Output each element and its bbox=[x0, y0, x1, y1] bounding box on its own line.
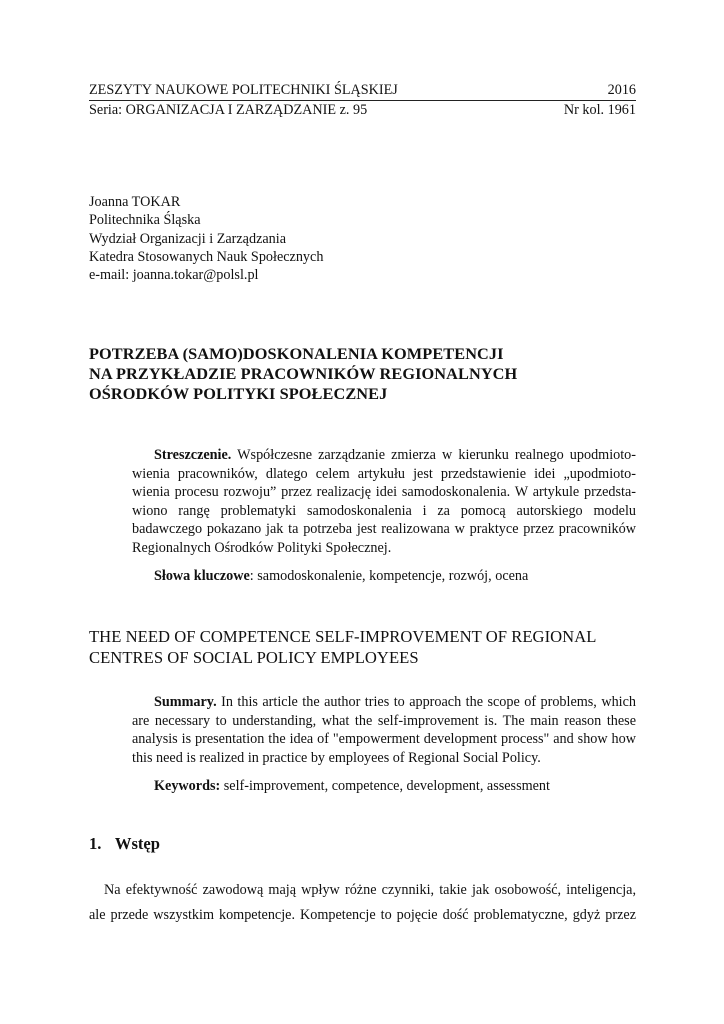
abstract-polish-line: wienia pracowników, dlatego celem artykułu jest przedstawienie idei „upodmioto- bbox=[132, 465, 636, 482]
journal-year: 2016 bbox=[607, 82, 636, 98]
abstract-english-line: Summary. In this article the author tries to approach the scope of problems, which bbox=[154, 694, 636, 710]
title-english-line: THE NEED OF COMPETENCE SELF-IMPROVEMENT OF REGIONAL bbox=[89, 627, 597, 646]
abstract-polish bbox=[132, 446, 636, 558]
author-email: e-mail: joanna.tokar@polsl.pl bbox=[89, 267, 259, 284]
title-polish-line: OŚRODKÓW POLITYKI SPOŁECZNEJ bbox=[89, 384, 388, 403]
body-line: Na efektywność zawodową mają wpływ różne czynniki, takie jak osobowość, inteligencja, bbox=[104, 882, 636, 898]
title-polish bbox=[89, 344, 649, 404]
abstract-polish-line: Streszczenie. Współczesne zarządzanie zmierza w kierunku realnego upodmioto- bbox=[154, 447, 636, 463]
author-name: Joanna TOKAR bbox=[89, 194, 181, 210]
keywords-polish bbox=[154, 567, 528, 585]
keywords-polish-label: Słowa kluczowe bbox=[154, 568, 250, 584]
author-faculty: Wydział Organizacji i Zarządzania bbox=[89, 230, 287, 247]
author-block bbox=[89, 193, 323, 284]
author-department: Katedra Stosowanych Nauk Społecznych bbox=[89, 248, 324, 265]
keywords-english bbox=[154, 777, 550, 795]
keywords-english-text: self-improvement, competence, development, assessment bbox=[220, 778, 550, 794]
title-english-line: CENTRES OF SOCIAL POLICY EMPLOYEES bbox=[89, 648, 419, 667]
body-line: ale przede wszystkim kompetencje. Kompetencje to pojęcie dość problematyczne, gdyż przez bbox=[89, 907, 636, 923]
section-heading bbox=[89, 834, 160, 854]
abstract-english-line: this need is realized in practice by employees of Regional Social Policy. bbox=[132, 749, 541, 766]
body-paragraph bbox=[89, 878, 636, 928]
abstract-english bbox=[132, 693, 636, 767]
abstract-english-label: Summary. bbox=[154, 694, 217, 710]
abstract-english-line: are necessary to understanding, what the self-improvement is. The main reason these bbox=[132, 712, 636, 729]
keywords-polish-text: : samodoskonalenie, kompetencje, rozwój, ocena bbox=[249, 568, 529, 584]
series-name: Seria: ORGANIZACJA I ZARZĄDZANIE z. 95 bbox=[89, 102, 368, 118]
abstract-polish-label: Streszczenie. bbox=[154, 447, 232, 463]
header-rule bbox=[89, 100, 636, 101]
abstract-polish-line: Regionalnych Ośrodków Polityki Społecznej. bbox=[132, 539, 392, 556]
abstract-polish-line: badawczego pokazano jak ta potrzeba jest realizowana w praktyce przez pracowników bbox=[132, 521, 636, 538]
issue-number: Nr kol. 1961 bbox=[563, 102, 636, 118]
title-polish-line: NA PRZYKŁADZIE PRACOWNIKÓW REGIONALNYCH bbox=[89, 364, 518, 383]
abstract-polish-line: wienia procesu rozwoju” przez realizację idei samodoskonalenia. W artykule przedsta- bbox=[132, 484, 636, 501]
section-title: Wstęp bbox=[114, 834, 161, 853]
journal-name: ZESZYTY NAUKOWE POLITECHNIKI ŚLĄSKIEJ bbox=[89, 82, 398, 98]
journal-header bbox=[89, 82, 636, 99]
abstract-polish-line: wiono rangę problematyki samodoskonalenia i za pomocą autorskiego modelu bbox=[132, 502, 636, 519]
section-number: 1. bbox=[89, 834, 102, 853]
title-polish-line: POTRZEBA (SAMO)DOSKONALENIA KOMPETENCJI bbox=[89, 344, 504, 363]
keywords-english-label: Keywords: bbox=[154, 778, 221, 794]
title-english bbox=[89, 626, 649, 668]
author-university: Politechnika Śląska bbox=[89, 212, 201, 229]
abstract-english-line: analysis is presentation the idea of "empowerment development process" and show how bbox=[132, 731, 636, 748]
series-header bbox=[89, 102, 636, 119]
